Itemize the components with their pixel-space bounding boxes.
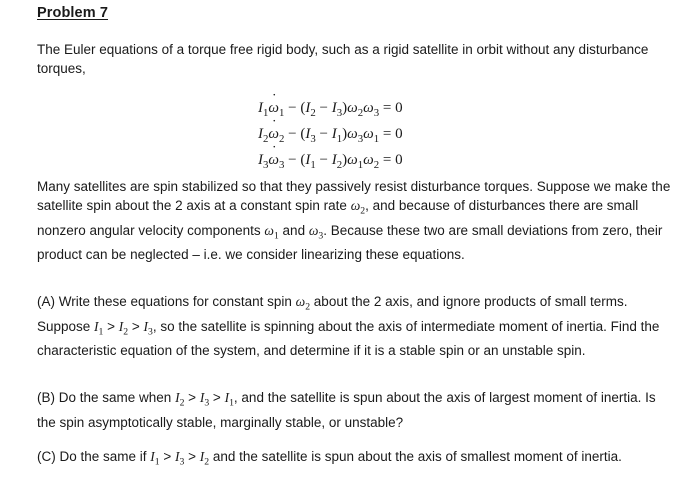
euler-equation-1: $I_1\omega$ $˙_1 - (I_2 - I_3)\omega_2\omega_3 = 0$ [258, 98, 403, 124]
euler-equations [258, 98, 403, 176]
part-c-paragraph: (C) Do the same if $I_1 > I_3 > I_2$ and the satellite is spun about the axis of smallest moment of inertia. [37, 449, 622, 468]
part-a-paragraph: (A) Write these equations for constant spin $\omega_2$ about the 2 axis, and ignore products of small terms. Suppose $I_1 > I_2 > I_3$, so the satellite is spinning about the axis of intermediate moment of inertia. Find the characteristic equation of the system, and determine if it is a stable spin or an unstable spin. [37, 294, 660, 359]
euler-equation-2: $I_2\omega$ $˙_2 - (I_3 - I_1)\omega_3\omega_1 = 0$ [258, 124, 403, 150]
part-b-paragraph: (B) Do the same when $I_2 > I_3 > I_1$, and the satellite is spun about the axis of largest moment of inertia. Is the spin asymptotically stable, marginally stable, or unstable? [37, 390, 656, 430]
spin-stabilization-paragraph: Many satellites are spin stabilized so that they passively resist disturbance torques. Suppose we make the satellite spin about the 2 axis at a constant spin rate $\omega_2$, and because of disturbances there are small nonzero angular velocity components $\omega_1$ and $\omega_3$. Because these two are small deviations from zero, their product can be neglected – i.e. we consider linearizing these equations. [37, 179, 671, 263]
problem-title: Problem 7 [37, 5, 109, 21]
euler-equation-3: $I_3\omega$ $˙_3 - (I_1 - I_2)\omega_1\omega_2 = 0$ [258, 150, 403, 176]
intro-paragraph: The Euler equations of a torque free rigid body, such as a rigid satellite in orbit without any disturbance torques, [37, 42, 649, 76]
